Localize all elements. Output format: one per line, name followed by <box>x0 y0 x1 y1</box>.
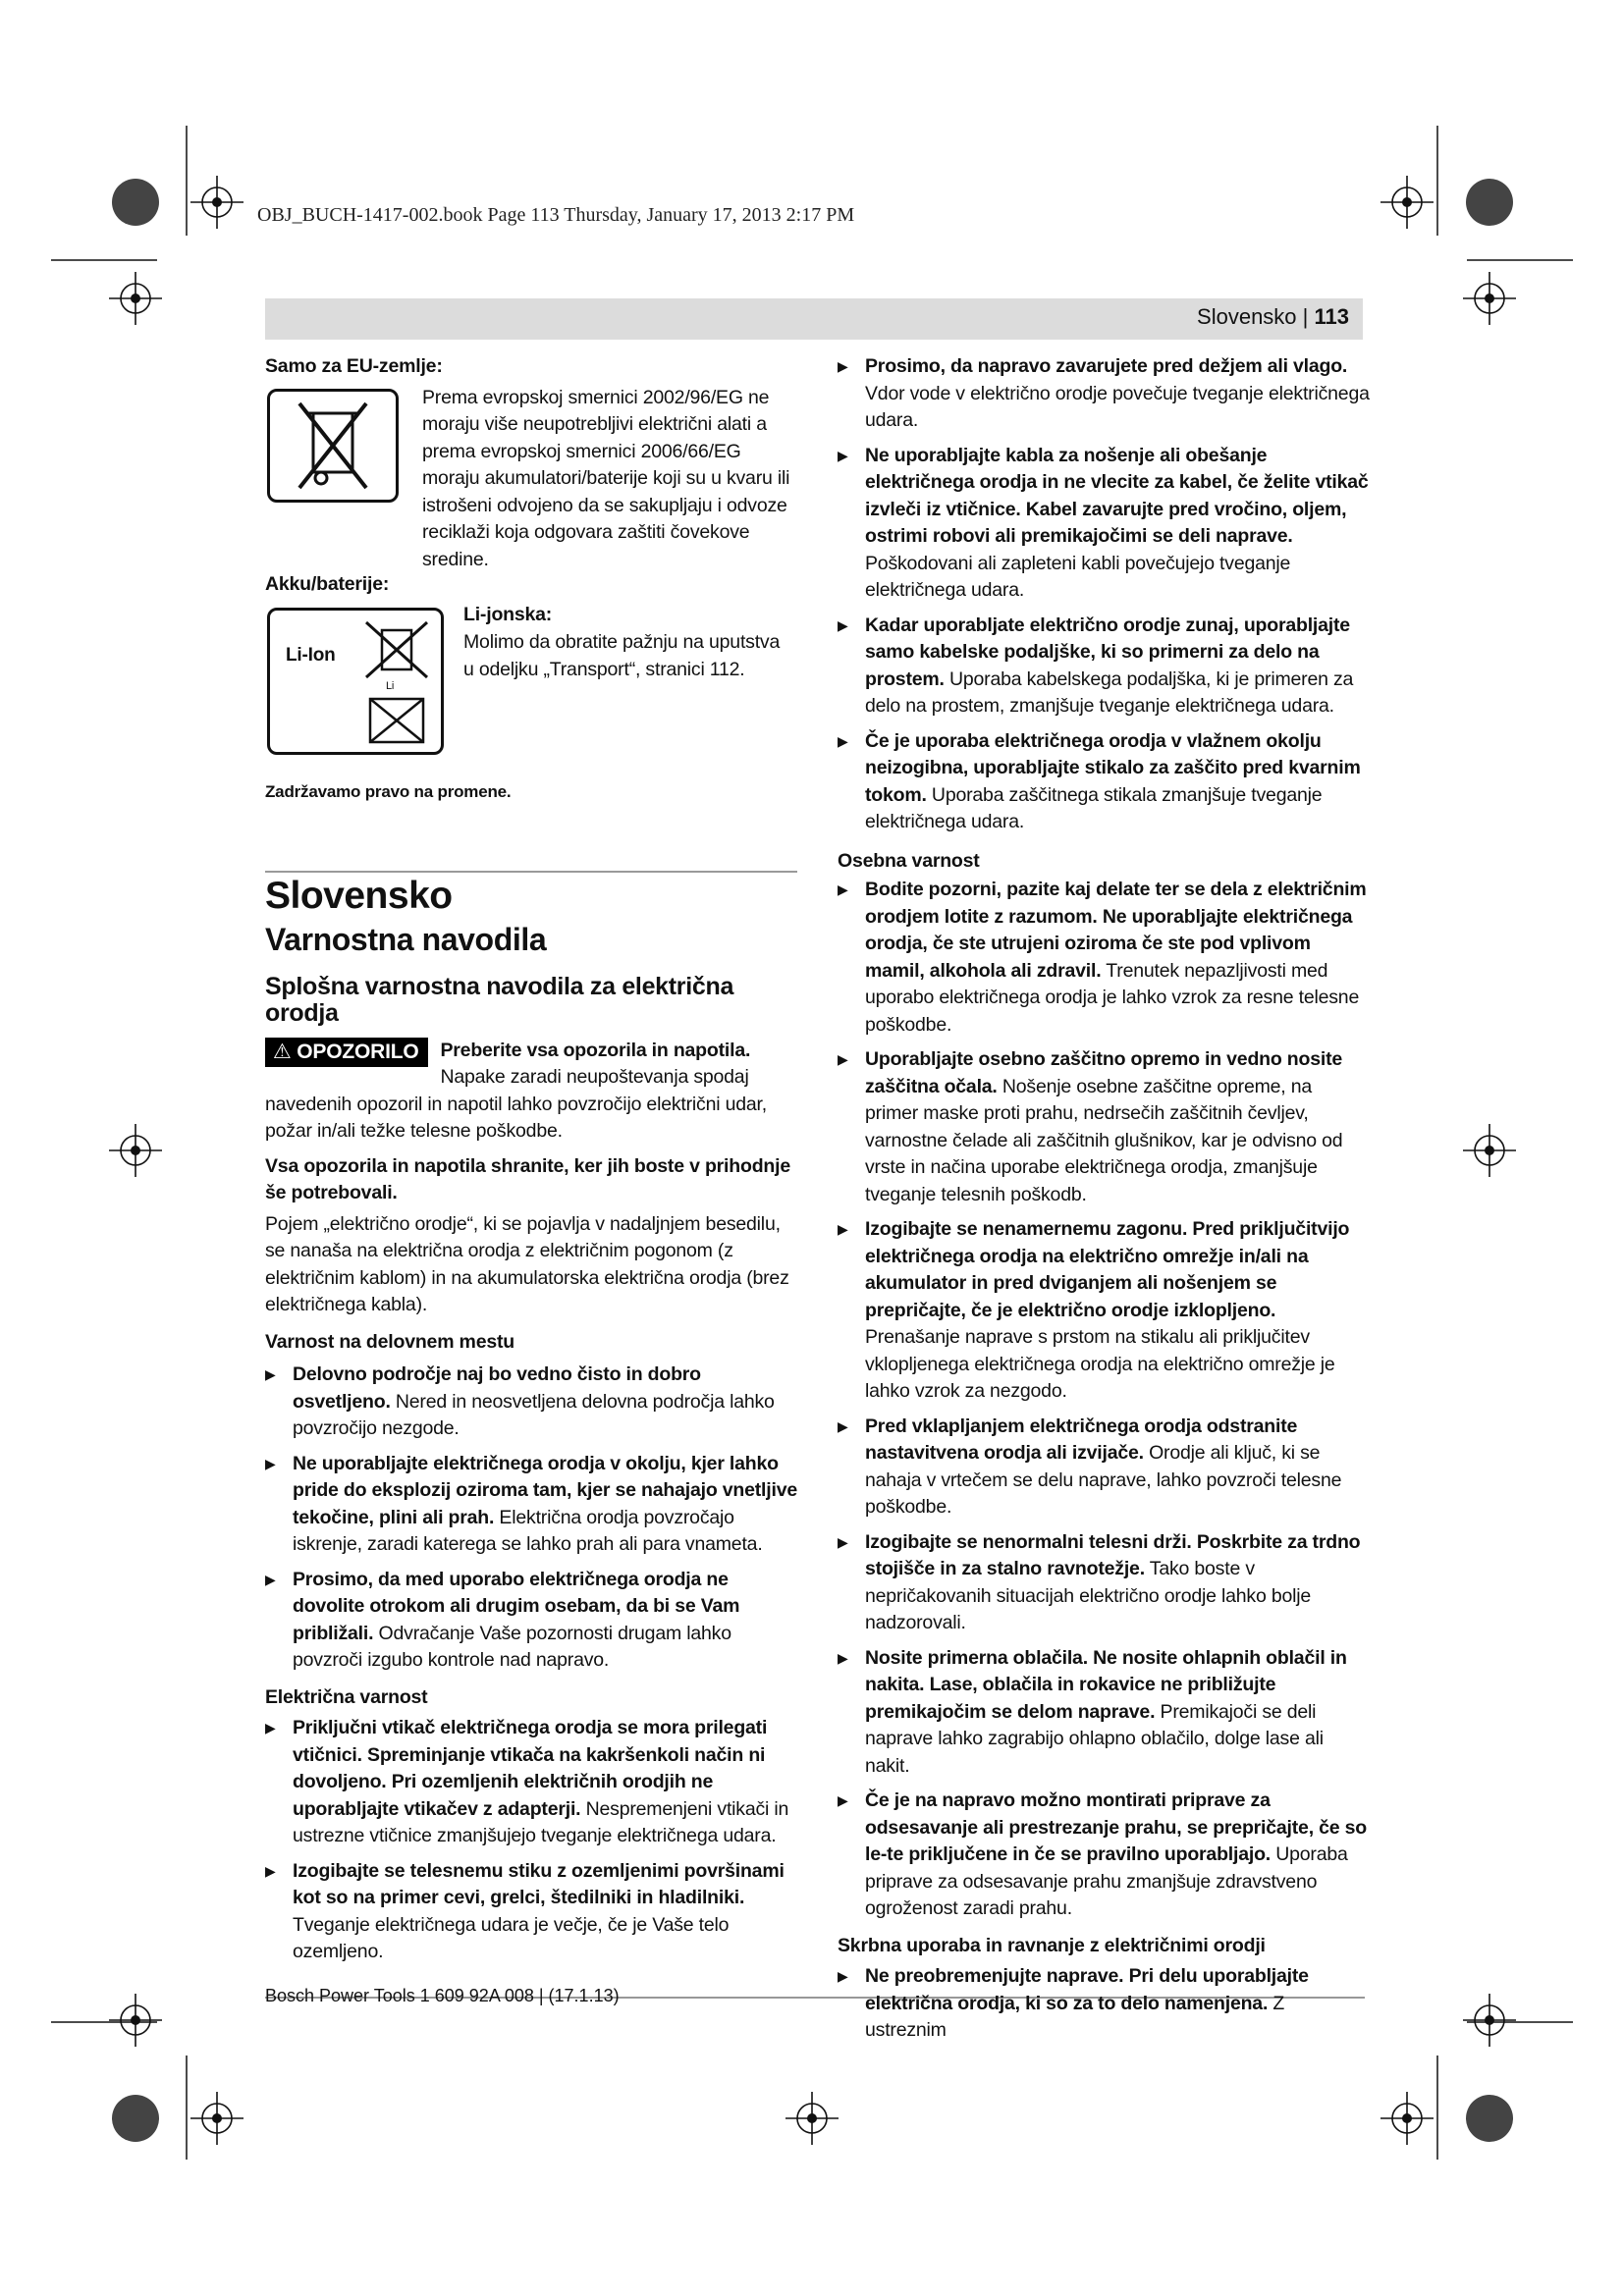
bullet-icon: ▶ <box>838 732 848 749</box>
list-item <box>838 353 1370 435</box>
warning-bold: Preberite vsa opozorila in napotila. <box>440 1039 751 1061</box>
bullet-icon: ▶ <box>838 447 848 463</box>
list-item <box>838 877 1370 1039</box>
electrical-safety-title: Električna varnost <box>265 1685 428 1708</box>
list-item <box>265 1715 797 1850</box>
item-text: Uporaba zaščitnega stikala zmanjšuje tveganje električnega udara. <box>865 783 1323 832</box>
list-item <box>838 443 1370 605</box>
page-header <box>265 304 1349 330</box>
item-bold: Izogibajte se nenormalni telesni drži. Poskrbite za trdno stojišče in za stalno ravnotežje. <box>865 1530 1361 1579</box>
item-bold: Uporabljajte osebno zaščitno opremo in vedno nosite zaščitna očala. <box>865 1048 1343 1097</box>
safety-title: Varnostna navodila <box>265 922 547 957</box>
bullet-icon: ▶ <box>265 1571 276 1587</box>
keep-instructions: Vsa opozorila in napotila shranite, ker jih boste v prihodnje še potrebovali. <box>265 1154 790 1203</box>
item-bold: Prosimo, da med uporabo električnega orodja ne dovolite otrokom ali drugim osebam, da bi se Vam približali. <box>293 1568 740 1644</box>
item-text: Z ustreznim <box>865 1992 1285 2041</box>
item-bold: Ne preobremenjujte naprave. Pri delu uporabljajte električna orodja, ki so za to delo namenjena. <box>865 1965 1309 2014</box>
left-column <box>265 353 797 1966</box>
header-language: Slovensko <box>1197 304 1297 329</box>
item-text: Uporaba priprave za odsesavanje prahu zmanjšuje zdravstveno ogroženost zaradi prahu. <box>865 1843 1348 1919</box>
item-text: Nespremenjeni vtikači in ustrezne vtičnice zmanjšujejo tveganje električnega udara. <box>293 1797 789 1846</box>
list-item <box>265 1858 797 1966</box>
eu-title: Samo za EU-zemlje: <box>265 355 443 377</box>
section-title: Slovensko <box>265 874 453 917</box>
item-text: Nered in neosvetljena delovna področja lahko povzročijo nezgode. <box>293 1390 775 1439</box>
weee-recycle-icon <box>267 389 399 503</box>
list-item <box>265 1451 797 1559</box>
list-item <box>838 1216 1370 1406</box>
li-ion-title: Li-jonska: <box>463 604 553 625</box>
bullet-icon: ▶ <box>265 1720 276 1735</box>
item-bold: Ne uporabljajte kabla za nošenje ali obešanje električnega orodja in ne vlecite za kabel, če želite vtikač izvleči iz vtičnice. Kabel zavarujte pred vročino, oljem, ostrimi robovi ali premikajočimi se deli naprave. <box>865 444 1369 547</box>
bullet-icon: ▶ <box>838 1417 848 1434</box>
item-bold: Izogibajte se nenamernemu zagonu. Pred priključitvijo električnega orodja na električno omrežje in/ali na akumulator in pred dviganjem ali nošenjem se prepričajte, če je električno orodje izklopljeno. <box>865 1218 1350 1321</box>
careful-use-list <box>838 1963 1370 2045</box>
bullet-icon: ▶ <box>265 1862 276 1879</box>
bullet-icon: ▶ <box>838 1051 848 1067</box>
page-footer: Bosch Power Tools 1 609 92A 008 | (17.1.13) <box>265 1986 620 2005</box>
item-bold: Kadar uporabljate električno orodje zunaj, uporabljajte samo kabelske podaljške, ki so primerni za delo na prostem. <box>865 614 1350 690</box>
akku-title: Akku/baterije: <box>265 572 390 595</box>
eu-text: Prema evropskoj smernici 2002/96/EG ne moraju više neupotrebljivi električni alati a prema evropskoj smernici 2006/66/EG moraju akumulatori/baterije koji su u kvaru ili istrošeni odvojeno da se sakupljaju i odvoze reciklaži koja odgovara zaštiti čovekove sredine. <box>422 386 790 570</box>
list-item <box>838 1645 1370 1781</box>
item-text: Premikajoči se deli naprave lahko zagrabijo ohlapno oblačilo, dolge lase ali nakit. <box>865 1700 1324 1777</box>
li-ion-label: Li-Ion <box>286 645 336 666</box>
bullet-icon: ▶ <box>265 1366 276 1382</box>
bullet-icon: ▶ <box>838 1221 848 1237</box>
warning-block <box>265 1038 797 1146</box>
item-bold: Priključni vtikač električnega orodja se mora prilegati vtičnici. Spreminjanje vtikača na kakršenkoli način ni dovoljeno. Pri ozemljenih električnih orodjih ne uporabljajte vtikačev z adapterji. <box>293 1717 768 1820</box>
term-definition: Pojem „električno orodje“, ki se pojavlja v nadaljnjem besedilu, se nanaša na električna orodja z električnim pogonom (z električnim kablom) in na akumulatorska električna orodja (brez električnega kabla). <box>265 1212 789 1315</box>
list-item <box>838 1046 1370 1208</box>
item-bold: Nosite primerna oblačila. Ne nosite ohlapnih oblačil in nakita. Lase, oblačila in rokavice ne približujte premikajočim se delom naprave. <box>865 1646 1347 1723</box>
list-item <box>838 1414 1370 1522</box>
right-column <box>838 353 1370 2045</box>
reserve-note: Zadržavamo pravo na promene. <box>265 782 512 801</box>
item-bold: Če je uporaba električnega orodja v vlažnem okolju neizogibna, uporabljajte stikalo za zaščito pred kvarnim tokom. <box>865 729 1361 806</box>
item-text: Orodje ali ključ, ki se nahaja v vrtečem se delu naprave, lahko povzroči telesne poškodbe. <box>865 1442 1342 1518</box>
item-bold: Izogibajte se telesnemu stiku z ozemljenimi površinami kot so na primer cevi, grelci, štedilniki in hladilniki. <box>293 1859 785 1908</box>
item-bold: Ne uporabljajte električnega orodja v okolju, kjer lahko pride do eksplozij oziroma tam, kjer se nahajajo vnetljive tekočine, plini ali prah. <box>293 1452 797 1528</box>
bullet-icon: ▶ <box>838 1968 848 1984</box>
item-text: Trenutek nepazljivosti med uporabo električnega orodja je lahko vzrok za resne telesne poškodbe. <box>865 959 1360 1036</box>
item-text: Vdor vode v električno orodje povečuje tveganje električnega udara. <box>865 382 1370 431</box>
item-bold: Bodite pozorni, pazite kaj delate ter se dela z električnim orodjem lotite z razumom. Ne uporabljajte električnega orodja, če ste utrujeni oziroma če ste pod vplivom mamil, alkohola ali zdravil. <box>865 879 1367 982</box>
general-safety-title: Splošna varnostna navodila za električna orodja <box>265 972 734 1027</box>
list-item <box>265 1567 797 1675</box>
personal-safety-title: Osebna varnost <box>838 849 980 872</box>
item-bold: Delovno področje naj bo vedno čisto in dobro osvetljeno. <box>293 1363 701 1413</box>
electrical-list-left <box>265 1715 797 1966</box>
item-text: Tako boste v nepričakovanih situacijah električno orodje lahko bolje nadzorovali. <box>865 1558 1312 1633</box>
li-mark: Li <box>386 680 395 692</box>
item-text: Nošenje osebne zaščitne opreme, na primer maske proti prahu, nedrsečih zaščitnih čevljev, varnostne čelade ali zaščitnih glušnikov, kar je odvisno od vrste in načina uporabe električnega orodja, zmanjšuje tveganje telesnih poškodb. <box>865 1075 1343 1205</box>
list-item <box>265 1362 797 1443</box>
item-text: Uporaba kabelskega podaljška, ki je primeren za delo na prostem, zmanjšuje tveganje električnega udara. <box>865 667 1354 717</box>
warning-text-1: Napake zaradi neupoštevanja spodaj <box>440 1066 749 1088</box>
item-bold: Pred vklapljanjem električnega orodja odstranite nastavitvena orodja ali izvijače. <box>865 1415 1298 1464</box>
warning-badge <box>265 1038 428 1067</box>
warning-badge-label: OPOZORILO <box>297 1040 419 1063</box>
header-separator: | <box>1296 304 1315 329</box>
item-bold: Prosimo, da napravo zavarujete pred dežjem ali vlago. <box>865 355 1348 377</box>
item-text: Električna orodja povzročajo iskrenje, zaradi katerega se lahko prah ali para vnameta. <box>293 1506 763 1555</box>
item-bold: Če je na napravo možno montirati priprave za odsesavanje ali prestrezanje prahu, se prepričajte, če so le-te priključene in če se pravilno uporabljajo. <box>865 1789 1368 1865</box>
li-ion-battery-icon <box>267 608 444 755</box>
item-text: Prenašanje naprave s prstom na stikalu ali priključitev vklopljenega električnega orodja na električno omrežje je lahko vzrok za nezgodo. <box>865 1326 1335 1402</box>
careful-use-title: Skrbna uporaba in ravnanje z električnimi orodji <box>838 1934 1266 1956</box>
item-text: Poškodovani ali zapleteni kabli povečujejo tveganje električnega udara. <box>865 552 1291 601</box>
bullet-icon: ▶ <box>838 616 848 633</box>
warning-icon: ⚠ <box>273 1040 292 1063</box>
personal-list <box>838 877 1370 1923</box>
page-number: 113 <box>1314 304 1349 329</box>
bullet-icon: ▶ <box>838 358 848 374</box>
list-item <box>838 1788 1370 1923</box>
list-item <box>838 728 1370 836</box>
list-item <box>838 613 1370 721</box>
work-area-list <box>265 1362 797 1675</box>
electrical-list-right <box>838 353 1370 836</box>
warning-text-2: navedenih opozoril in napotil lahko povzročijo električni udar, požar in/ali težke telesne poškodbe. <box>265 1093 767 1142</box>
bullet-icon: ▶ <box>838 1533 848 1550</box>
bullet-icon: ▶ <box>265 1455 276 1471</box>
list-item <box>838 1963 1370 2045</box>
item-text: Odvračanje Vaše pozornosti drugam lahko povzroči izgubo kontrole nad napravo. <box>293 1622 731 1671</box>
work-area-title: Varnost na delovnem mestu <box>265 1330 514 1353</box>
bullet-icon: ▶ <box>838 1649 848 1666</box>
page-header-band <box>265 298 1363 340</box>
print-header: OBJ_BUCH-1417-002.book Page 113 Thursday, January 17, 2013 2:17 PM <box>257 204 855 226</box>
bullet-icon: ▶ <box>838 881 848 897</box>
bullet-icon: ▶ <box>838 1792 848 1808</box>
item-text: Tveganje električnega udara je večje, če je Vaše telo ozemljeno. <box>293 1913 730 1962</box>
list-item <box>838 1529 1370 1637</box>
section-rule <box>265 871 797 873</box>
li-ion-text: Molimo da obratite pažnju na uputstva u odeljku „Transport“, stranici 112. <box>463 631 781 680</box>
